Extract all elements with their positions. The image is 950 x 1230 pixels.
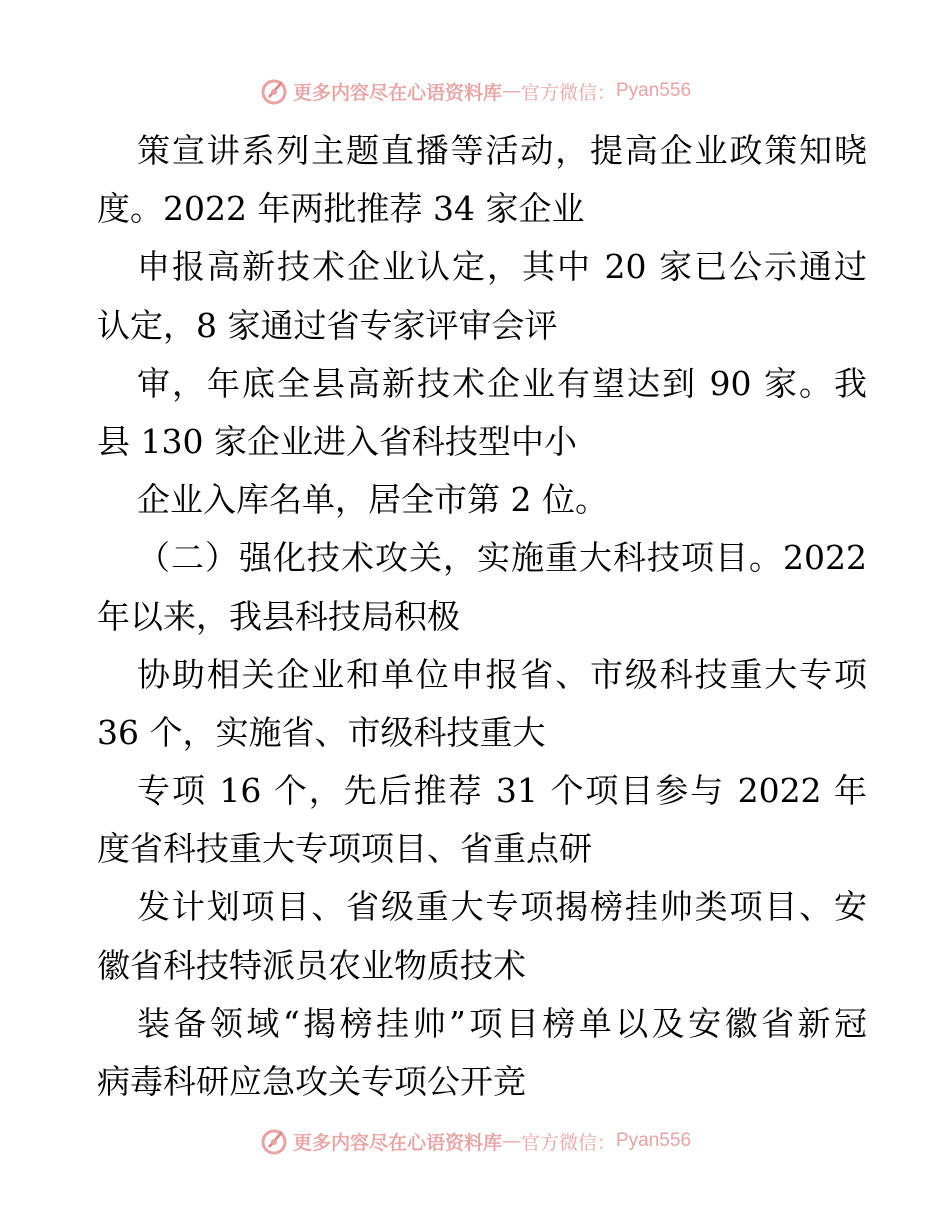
text-line: 审，年底全县高新技术企业有望达到 90 家。我 bbox=[137, 363, 867, 403]
text-line: 发计划项目、省级重大专项揭榜挂帅类项目、安 bbox=[137, 887, 867, 927]
watermark-account: Pyan556 bbox=[616, 80, 692, 101]
text-line: 装备领域“揭榜挂帅”项目榜单以及安徽省新冠 bbox=[137, 1003, 867, 1043]
watermark-separator: — bbox=[501, 1130, 521, 1152]
header-watermark bbox=[0, 74, 950, 108]
quill-circle-logo-icon bbox=[259, 76, 289, 106]
text-line: 度省科技重大专项项目、省重点研 bbox=[97, 829, 592, 869]
document-body bbox=[97, 122, 867, 1111]
text-line: 专项 16 个，先后推荐 31 个项目参与 2022 年 bbox=[137, 771, 867, 811]
text-line: 县 130 家企业进入省科技型中小 bbox=[97, 421, 577, 461]
text-line: 年以来，我县科技局积极 bbox=[97, 596, 460, 636]
text-line: 度。2022 年两批推荐 34 家企业 bbox=[97, 189, 585, 229]
text-line: （二）强化技术攻关，实施重大科技项目。2022 bbox=[137, 538, 867, 578]
watermark-main-text: 更多内容尽在心语资料库 bbox=[292, 81, 502, 104]
text-line: 认定，8 家通过省专家评审会评 bbox=[97, 305, 558, 345]
footer-watermark bbox=[0, 1124, 950, 1158]
watermark-wechat-label: 官方微信： bbox=[520, 1131, 616, 1154]
text-line: 病毒科研应急攻关专项公开竞 bbox=[97, 1062, 526, 1101]
watermark-wechat-label: 官方微信： bbox=[520, 81, 616, 104]
watermark-separator: — bbox=[501, 80, 521, 102]
text-line: 申报高新技术企业认定，其中 20 家已公示通过 bbox=[137, 247, 867, 287]
text-line: 徽省科技特派员农业物质技术 bbox=[97, 945, 526, 985]
text-line: 企业入库名单，居全市第 2 位。 bbox=[137, 480, 608, 520]
text-line: 策宣讲系列主题直播等活动，提高企业政策知晓 bbox=[137, 131, 867, 170]
watermark-main-text: 更多内容尽在心语资料库 bbox=[292, 1131, 502, 1154]
quill-circle-logo-icon bbox=[259, 1126, 289, 1156]
text-line: 36 个，实施省、市级科技重大 bbox=[97, 712, 546, 752]
text-line: 协助相关企业和单位申报省、市级科技重大专项 bbox=[137, 654, 867, 694]
watermark-account: Pyan556 bbox=[616, 1130, 692, 1151]
